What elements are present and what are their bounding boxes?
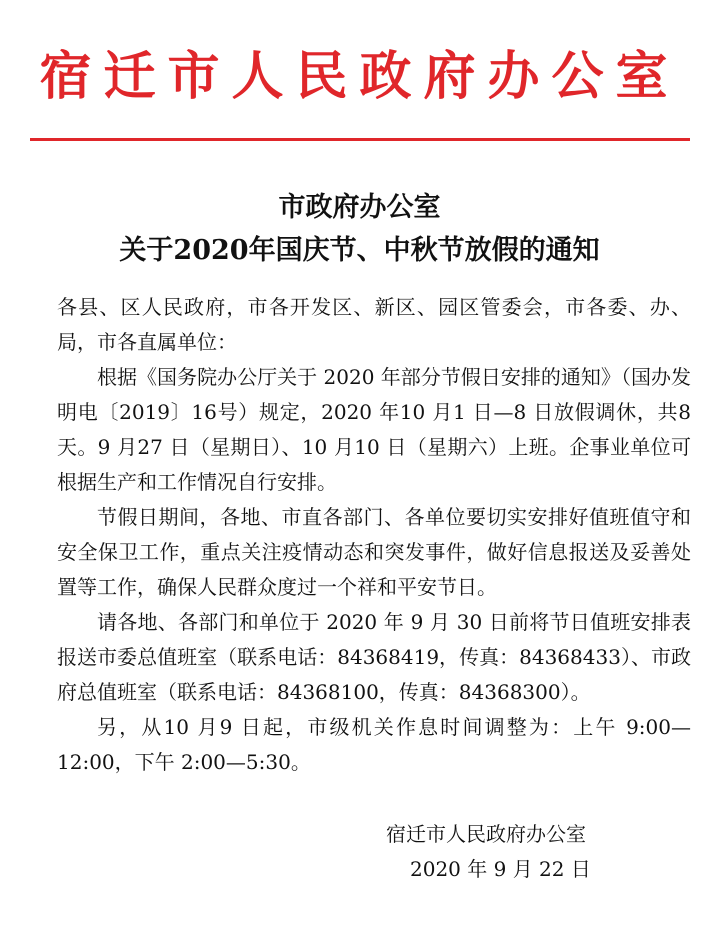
document-title-line1: 市政府办公室 [278, 192, 441, 223]
signature-date: 2020 年 9 月 22 日 [410, 857, 591, 881]
letterhead-red-rule [30, 138, 690, 141]
paragraph-4: 另，从10 月9 日起，市级机关作息时间调整为：上午 9:00—12:00，下午 2:00—5:30。 [57, 715, 691, 774]
paragraph-3: 请各地、各部门和单位于 2020 年 9 月 30 日前将节日值班安排表报送市委总值班室（联系电话：84368419，传真：84368433）、市政府总值班室（联系电话：84368100，传真：84368300）。 [57, 610, 691, 704]
letterhead-title: 宿迁市人民政府办公室 [39, 46, 680, 107]
paragraph-2: 节假日期间，各地、市直各部门、各单位要切实安排好值班值守和安全保卫工作，重点关注疫情动态和突发事件，做好信息报送及妥善处置等工作，确保人民群众度过一个祥和平安节日。 [57, 505, 691, 599]
document-title-line2: 关于2020年国庆节、中秋节放假的通知 [119, 235, 600, 266]
salutation: 各县、区人民政府，市各开发区、新区、园区管委会，市各委、办、局，市各直属单位： [57, 295, 691, 354]
document-body [57, 290, 691, 780]
paragraph-1: 根据《国务院办公厅关于 2020 年部分节假日安排的通知》（国办发明电〔2019〕16号）规定，2020 年10 月1 日—8 日放假调休，共8 天。9 月27 日（星期日）、10 月10 日（星期六）上班。企事业单位可根据生产和工作情况自行安排。 [57, 365, 691, 494]
signature-org: 宿迁市人民政府办公室 [386, 822, 586, 846]
